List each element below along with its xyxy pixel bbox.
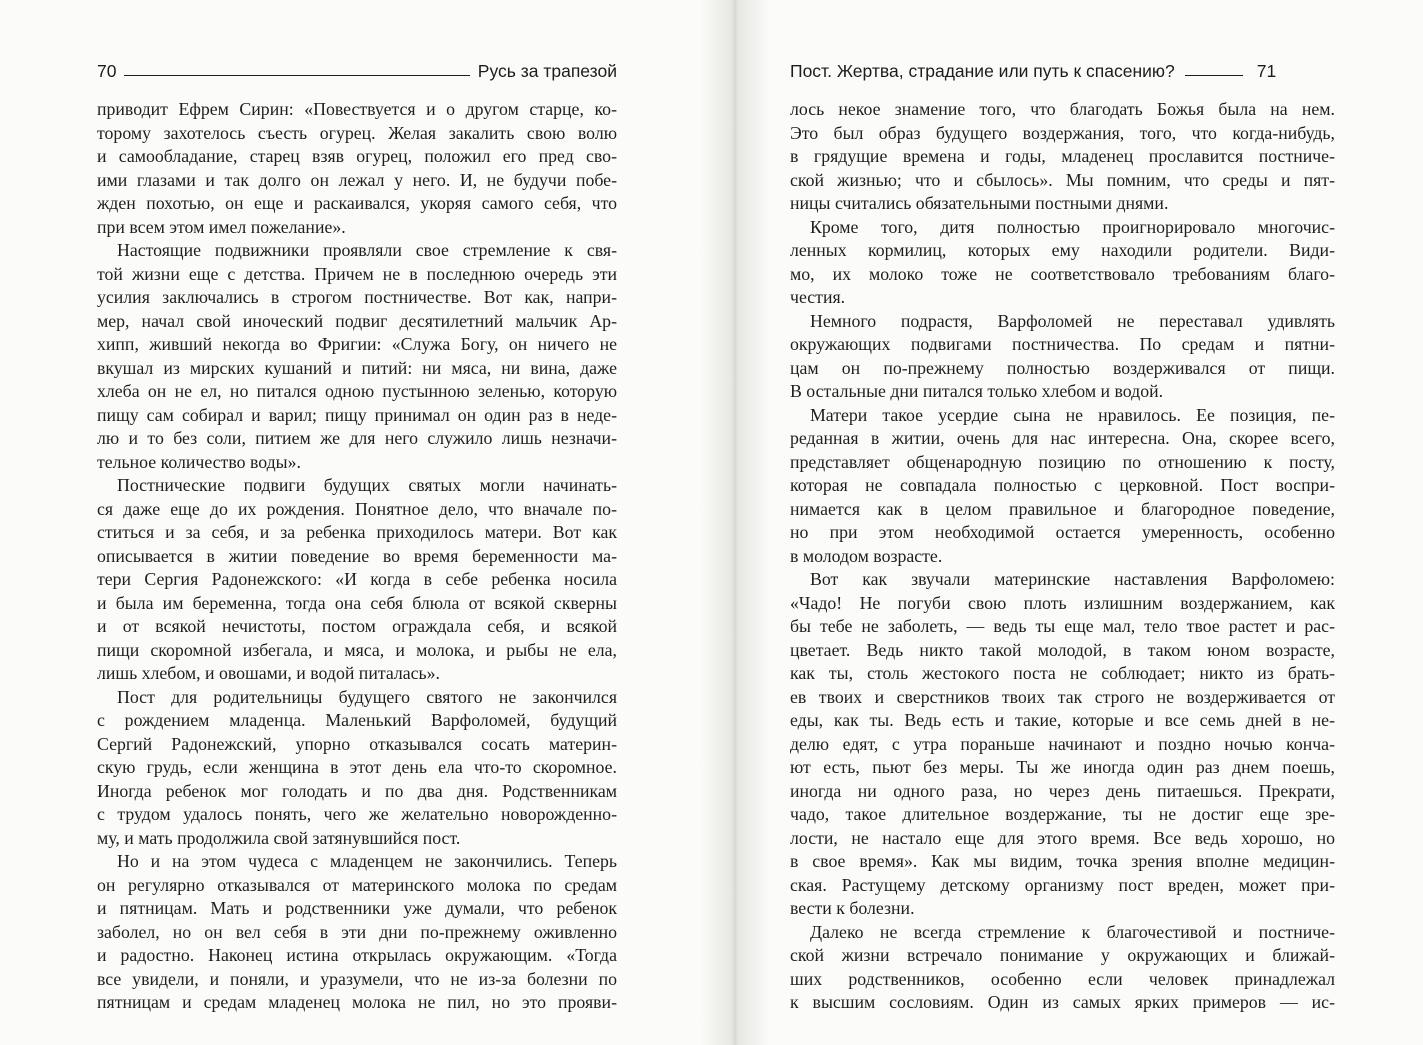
text-line: мер, начал свой иноческий подвиг десятилетний мальчик Ар- xyxy=(97,310,617,331)
text-line: и радостно. Наконец истина открылась окружающим. «Тогда xyxy=(97,945,617,965)
text-line: Сергий Радонежский, упорно отказывался сосать материн- xyxy=(97,733,617,754)
text-line: той жизни еще с детства. Причем не в последнюю очередь эти xyxy=(97,263,617,284)
text-line: описывается в житии поведение во время беременности ма- xyxy=(97,545,617,566)
text-line: ших родственников, особенно если человек принадлежал xyxy=(790,968,1335,989)
text-line: заболел, но он вел себя в эти дни по-прежнему оживленно xyxy=(97,921,617,942)
text-line: му, и мать продолжила свой затянувшийся пост. xyxy=(97,827,461,848)
text-line: представляет общенародную позицию по отношению к посту, xyxy=(790,451,1335,472)
text-line: пищи скоромной избегала, и мяса, и молока, и рыбы не ела, xyxy=(97,639,617,660)
page-number-right: 71 xyxy=(1256,61,1277,81)
book-gutter xyxy=(700,0,770,1045)
text-line: с трудом удалось понять, чего же желательно новорожденно- xyxy=(97,804,617,824)
text-line: иногда ни одного раза, но через день питаешься. Прекрати, xyxy=(790,780,1335,801)
paragraph xyxy=(790,310,1335,404)
text-line: Иногда ребенок мог голодать и по два дня. Родственникам xyxy=(97,780,617,801)
text-line: пищу сам собирал и варил; пищу принимал он один раз в неде- xyxy=(97,404,617,425)
text-line: Вот как звучали материнские наставления Варфоломею: xyxy=(810,569,1335,589)
text-line: и пятницам. Мать и родственники уже думали, что ребенок xyxy=(97,898,617,918)
text-line: скую грудь, если женщина в этот день ела что-то скоромное. xyxy=(97,757,617,777)
text-line: тельное количество воды». xyxy=(97,451,301,472)
text-line: лось некое знамение того, что благодать Божья была на нем. xyxy=(790,99,1335,119)
text-line: ют есть, пьют без меры. Ты же иногда один раз днем поешь, xyxy=(790,757,1335,777)
paragraph xyxy=(790,216,1335,310)
right-running-head xyxy=(790,52,1335,82)
left-page-text xyxy=(97,98,617,1015)
text-line: и от всякой нечистоты, постом ограждала себя, и всякой xyxy=(97,616,617,636)
text-line: и самообладание, старец взяв огурец, положил его пред сво- xyxy=(97,146,617,166)
text-line: все увидели, и поняли, и уразумели, что не из-за болезни по xyxy=(97,968,617,989)
paragraph xyxy=(97,98,617,239)
text-line: хипп, живший некогда во Фригии: «Служа Богу, он ничего не xyxy=(97,334,617,354)
text-line: Кроме того, дитя полностью проигнорировало многочис- xyxy=(810,216,1335,237)
text-line: чадо, такое длительное воздержание, ты не достиг еще зре- xyxy=(790,804,1335,824)
text-line: Но и на этом чудеса с младенцем не закончились. Теперь xyxy=(117,851,617,871)
text-line: цветает. Ведь никто такой молодой, в таком юном возрасте, xyxy=(790,639,1335,660)
text-line: ская. Растущему детскому организму пост вреден, может при- xyxy=(790,874,1335,895)
text-line: окружающих подвигами постничества. По средам и пятни- xyxy=(790,334,1335,354)
running-title-left: Русь за трапезой xyxy=(477,61,617,81)
header-rule-right xyxy=(1185,75,1243,76)
text-line: ской жизнью; что и сбылось». Мы помним, что среды и пят- xyxy=(790,169,1335,190)
left-page xyxy=(0,0,700,1045)
text-line: лости, не настало еще для этого время. Все ведь хорошо, но xyxy=(790,827,1335,848)
paragraph xyxy=(97,474,617,686)
running-title-right: Пост. Жертва, страдание или путь к спасению? xyxy=(790,61,1175,81)
text-line: усилия заключались в строгом постничестве. Вот как, напри- xyxy=(97,287,617,307)
text-line: ленных кормилиц, которых ему находили родители. Види- xyxy=(790,240,1335,260)
text-line: реданная в житии, очень для нас интересна. Она, скорее всего, xyxy=(790,428,1335,448)
text-line: торому захотелось съесть огурец. Желая закалить свою волю xyxy=(97,122,617,143)
text-line: «Чадо! Не погуби свою плоть излишним воздержанием, как xyxy=(790,592,1335,613)
text-line: Пост для родительницы будущего святого не закончился xyxy=(117,686,617,707)
text-line: ими глазами и так долго он лежал у него. И, не будучи побе- xyxy=(97,169,617,190)
text-line: как ты, столь жестокого поста не соблюдает; никто из брать- xyxy=(790,663,1335,683)
text-line: приводит Ефрем Сирин: «Повествуется и о другом старце, ко- xyxy=(97,99,617,119)
text-line: Далеко не всегда стремление к благочестивой и постниче- xyxy=(810,921,1335,942)
text-line: ся даже еще до их рождения. Понятное дело, что вначале по- xyxy=(97,498,617,519)
paragraph xyxy=(97,239,617,474)
paragraph xyxy=(97,686,617,851)
text-line: ститься и за себя, и за ребенка приходилось матери. Вот как xyxy=(97,522,617,542)
text-line: при всем этом имел пожелание». xyxy=(97,216,346,237)
text-line: но при этом необходимой остается умеренность, особенно xyxy=(790,522,1335,542)
paragraph xyxy=(790,568,1335,921)
text-line: жден похотью, он еще и раскаивался, укоряя самого себя, что xyxy=(97,193,617,213)
text-line: которая не совпадала полностью с церковной. Пост воспри- xyxy=(790,475,1335,495)
text-line: честия. xyxy=(790,287,846,307)
text-line: Немного подрастя, Варфоломей не переставал удивлять xyxy=(810,310,1335,331)
paragraph xyxy=(790,921,1335,1015)
text-line: делю едят, с утра пораньше начинают и поздно ночью конча- xyxy=(790,733,1335,754)
right-page xyxy=(770,0,1423,1045)
text-line: пятницам и средам младенец молока не пил, но это прояви- xyxy=(97,992,617,1012)
text-line: в молодом возрасте. xyxy=(790,545,943,566)
paragraph xyxy=(790,98,1335,216)
paragraph xyxy=(790,404,1335,569)
text-line: в грядущие времена и годы, младенец прославится постниче- xyxy=(790,146,1335,166)
page-number-left: 70 xyxy=(97,61,117,81)
text-line: ницы считались обязательными постными днями. xyxy=(790,193,1169,213)
text-line: Настоящие подвижники проявляли свое стремление к свя- xyxy=(117,240,617,260)
text-line: вкушал из мирских кушаний и питий: ни мяса, ни вина, даже xyxy=(97,357,617,378)
text-line: лишь хлебом, и овошами, и водой питалась». xyxy=(97,663,440,683)
left-running-head xyxy=(97,52,617,82)
text-line: к высшим сословиям. Один из самых ярких примеров — ис- xyxy=(790,992,1335,1012)
text-line: вести к болезни. xyxy=(790,898,915,918)
text-line: цам он по-прежнему полностью воздерживался от пищи. xyxy=(790,357,1335,378)
text-line: хлеба он не ел, но питался одною пустынною зеленью, которую xyxy=(97,381,617,401)
text-line: Это был образ будущего воздержания, того, что когда-нибудь, xyxy=(790,122,1335,143)
text-line: ев твоих и сверстников твоих так строго не воздерживается от xyxy=(790,686,1335,707)
paragraph xyxy=(97,850,617,1015)
text-line: и была им беременна, тогда она себя блюла от всякой скверны xyxy=(97,592,617,613)
right-page-text xyxy=(790,98,1335,1015)
text-line: Постнические подвиги будущих святых могли начинать- xyxy=(117,475,617,495)
text-line: он регулярно отказывался от материнского молока по средам xyxy=(97,874,617,895)
text-line: бы тебе не заболеть, — ведь ты еще мал, тело твое растет и рас- xyxy=(790,616,1335,636)
text-line: нимается как в целом правильное и благородное поведение, xyxy=(790,498,1335,519)
header-rule-left xyxy=(124,75,469,76)
text-line: еды, как ты. Ведь есть и такие, которые и все семь дней в не- xyxy=(790,710,1335,730)
text-line: В остальные дни питался только хлебом и водой. xyxy=(790,381,1164,401)
text-line: Матери такое усердие сына не нравилось. Ее позиция, пе- xyxy=(810,404,1335,425)
text-line: лю и то без соли, питием же для него служило лишь незначи- xyxy=(97,428,617,448)
text-line: в свое время». Как мы видим, точка зрения вполне медицин- xyxy=(790,851,1335,871)
text-line: с рождением младенца. Маленький Варфоломей, будущий xyxy=(97,710,617,730)
text-line: тери Сергия Радонежского: «И когда в себе ребенка носила xyxy=(97,569,617,589)
text-line: ской жизни встречало понимание у окружающих и ближай- xyxy=(790,945,1335,965)
text-line: мо, их молоко тоже не соответствовало требованиям благо- xyxy=(790,263,1335,284)
